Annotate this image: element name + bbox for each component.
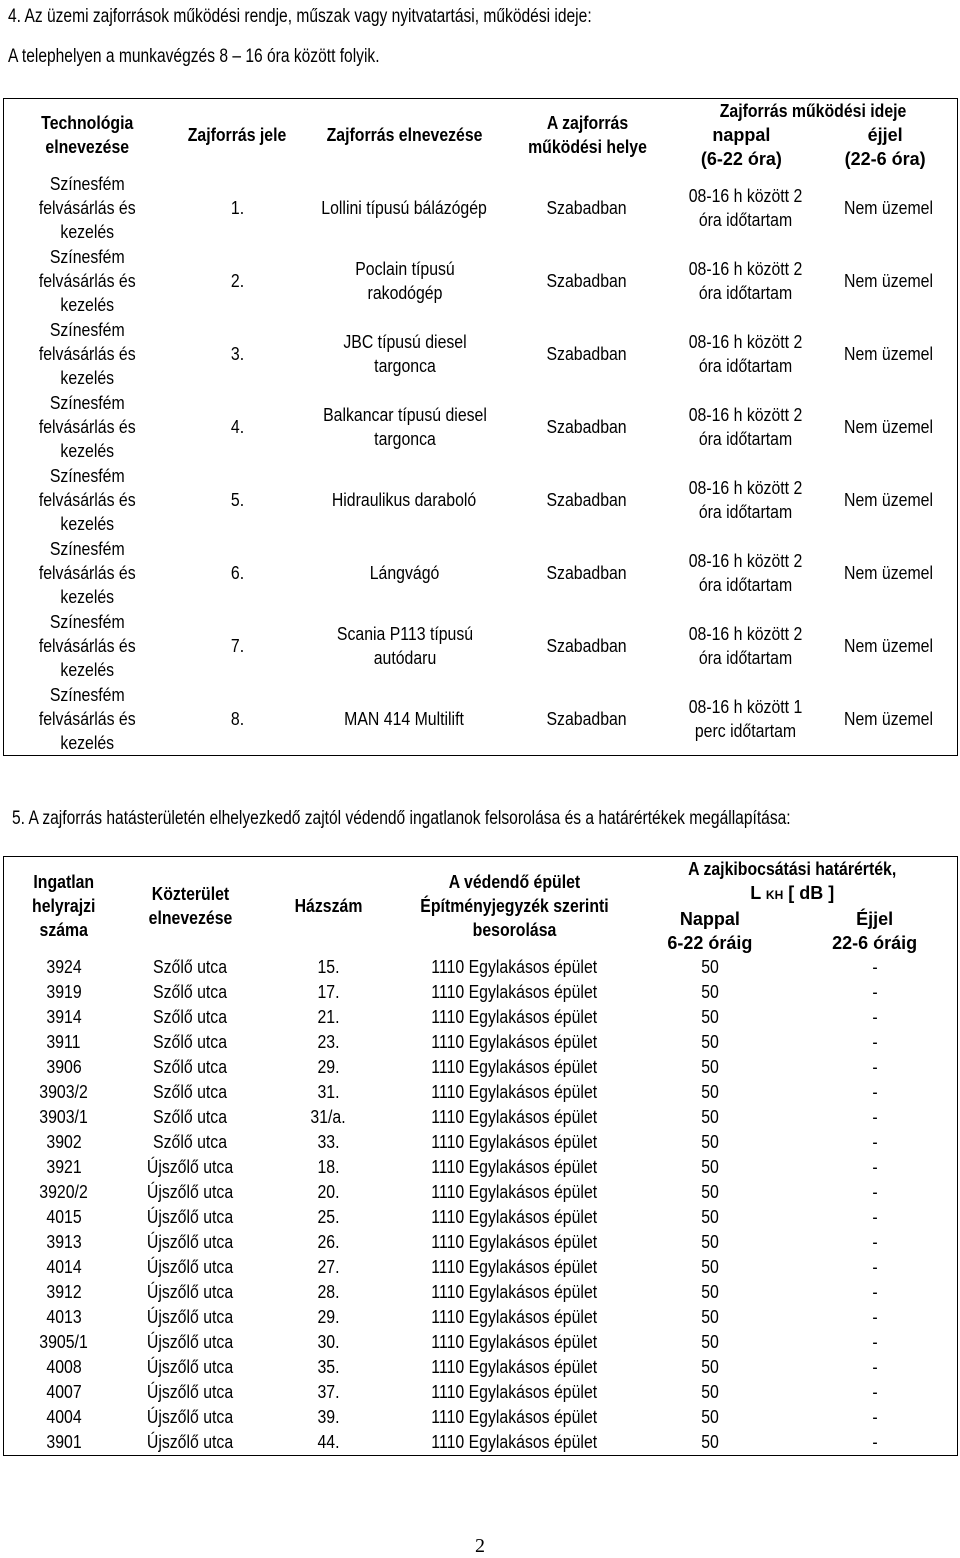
cell-street: Szőlő utca <box>153 1082 227 1102</box>
cell-no: 15. <box>317 957 340 977</box>
cell-no: 31. <box>317 1082 340 1102</box>
property-row <box>4 1380 958 1405</box>
cell-num: 6. <box>230 562 245 583</box>
cell-day: 50 <box>701 1157 719 1177</box>
cell-hrsz: 3913 <box>46 1232 82 1252</box>
cell-no: 31/a. <box>310 1107 347 1127</box>
cell-hrsz: 3903/1 <box>39 1107 88 1127</box>
cell-no: 23. <box>317 1032 340 1052</box>
cell-place: Szabadban <box>546 562 628 583</box>
cell-hrsz: 4007 <box>46 1382 82 1402</box>
cell-night: Nem üzemel <box>844 343 934 364</box>
protected-properties-table <box>3 856 958 1456</box>
cell-day: 08-16 h között 2 óra időtartam <box>688 331 802 376</box>
cell-place: Szabadban <box>546 270 628 291</box>
cell-day: 50 <box>701 1082 719 1102</box>
cell-hrsz: 3911 <box>46 1032 81 1052</box>
cell-no: 33. <box>317 1132 340 1152</box>
cell-no: 18. <box>317 1157 340 1177</box>
cell-night: Nem üzemel <box>844 416 934 437</box>
cell-place: Szabadban <box>546 635 628 656</box>
cell-day: 50 <box>701 1007 719 1027</box>
cell-night: - <box>872 1032 878 1052</box>
cell-tech: Színesfém felvásárlás és kezelés <box>38 392 136 461</box>
cell-no: 39. <box>317 1407 340 1427</box>
cell-night: - <box>872 1332 878 1352</box>
cell-day: 50 <box>701 1132 719 1152</box>
cell-street: Újszőlő utca <box>146 1332 234 1352</box>
property-row <box>4 1255 958 1280</box>
cell-num: 7. <box>230 635 245 656</box>
cell-cat: 1110 Egylakásos épület <box>431 1282 597 1302</box>
cell-no: 21. <box>317 1007 340 1027</box>
cell-night: Nem üzemel <box>844 270 934 291</box>
cell-day: 50 <box>701 1107 719 1127</box>
cell-place: Szabadban <box>546 343 628 364</box>
cell-night: - <box>872 1382 878 1402</box>
cell-street: Újszőlő utca <box>146 1157 234 1177</box>
cell-night: Nem üzemel <box>844 562 934 583</box>
col-name: Zajforrás elnevezése <box>326 125 483 145</box>
cell-night: - <box>872 982 878 1002</box>
cell-night: - <box>872 1157 878 1177</box>
cell-no: 29. <box>317 1307 340 1327</box>
cell-num: 2. <box>230 270 245 291</box>
property-row <box>4 955 958 980</box>
cell-hrsz: 4014 <box>46 1257 82 1277</box>
property-row <box>4 1055 958 1080</box>
col-building: A védendő épület Építményjegyzék szerinti besorolása <box>419 872 609 940</box>
cell-day: 08-16 h között 2 óra időtartam <box>688 550 802 595</box>
cell-day: 50 <box>701 1432 719 1452</box>
cell-street: Újszőlő utca <box>146 1232 234 1252</box>
cell-no: 30. <box>317 1332 340 1352</box>
cell-night: - <box>872 1282 878 1302</box>
cell-tech: Színesfém felvásárlás és kezelés <box>38 246 136 315</box>
cell-day: 50 <box>701 1207 719 1227</box>
cell-num: 3. <box>230 343 245 364</box>
cell-no: 37. <box>317 1382 340 1402</box>
cell-hrsz: 3902 <box>46 1132 82 1152</box>
cell-no: 28. <box>317 1282 340 1302</box>
cell-night: - <box>872 1257 878 1277</box>
property-row <box>4 1305 958 1330</box>
cell-hrsz: 4015 <box>46 1207 82 1227</box>
noise-source-row <box>4 463 958 536</box>
cell-street: Szőlő utca <box>153 1007 227 1027</box>
cell-cat: 1110 Egylakásos épület <box>431 1432 597 1452</box>
cell-night: Nem üzemel <box>844 489 934 510</box>
property-row <box>4 1155 958 1180</box>
cell-hrsz: 3920/2 <box>39 1182 88 1202</box>
noise-source-row <box>4 609 958 682</box>
cell-cat: 1110 Egylakásos épület <box>431 1007 597 1027</box>
cell-street: Újszőlő utca <box>146 1282 234 1302</box>
cell-place: Szabadban <box>546 489 628 510</box>
col-limit: A zajkibocsátási határérték, L KH [ dB ] Nappal 6-22 óráig Éjjel 22-6 óráig <box>667 859 918 953</box>
cell-name: Lollini típusú bálázógép <box>321 197 488 218</box>
cell-day: 50 <box>701 982 719 1002</box>
cell-street: Szőlő utca <box>153 957 227 977</box>
cell-cat: 1110 Egylakásos épület <box>431 1107 597 1127</box>
property-row <box>4 1430 958 1456</box>
cell-name: Lángvágó <box>369 562 440 583</box>
cell-hrsz: 3906 <box>46 1057 82 1077</box>
noise-source-row <box>4 536 958 609</box>
cell-night: Nem üzemel <box>844 197 934 218</box>
property-row <box>4 1405 958 1430</box>
cell-no: 35. <box>317 1357 340 1377</box>
cell-night: Nem üzemel <box>844 635 934 656</box>
cell-cat: 1110 Egylakásos épület <box>431 982 597 1002</box>
property-row <box>4 1180 958 1205</box>
cell-cat: 1110 Egylakásos épület <box>431 1157 597 1177</box>
cell-day: 50 <box>701 1382 719 1402</box>
cell-no: 25. <box>317 1207 340 1227</box>
cell-street: Újszőlő utca <box>146 1432 234 1452</box>
cell-day: 50 <box>701 1332 719 1352</box>
cell-cat: 1110 Egylakásos épület <box>431 1132 597 1152</box>
cell-cat: 1110 Egylakásos épület <box>431 1407 597 1427</box>
cell-cat: 1110 Egylakásos épület <box>431 1032 597 1052</box>
cell-cat: 1110 Egylakásos épület <box>431 1207 597 1227</box>
cell-num: 8. <box>230 708 245 729</box>
cell-hrsz: 4013 <box>46 1307 82 1327</box>
noise-source-row <box>4 317 958 390</box>
cell-tech: Színesfém felvásárlás és kezelés <box>38 538 136 607</box>
section-4-heading: 4. Az üzemi zajforrások működési rendje, műszak vagy nyitvatartási, működési ideje: <box>8 6 592 27</box>
cell-night: - <box>872 1207 878 1227</box>
cell-day: 50 <box>701 1307 719 1327</box>
cell-day: 08-16 h között 2 óra időtartam <box>688 185 802 230</box>
section-5-heading: 5. A zajforrás hatásterületén elhelyezkedő zajtól védendő ingatlanok felsorolása és a határértékek megállapítása: <box>12 808 791 829</box>
cell-night: - <box>872 1132 878 1152</box>
cell-no: 26. <box>317 1232 340 1252</box>
noise-source-row <box>4 682 958 756</box>
cell-day: 50 <box>701 1282 719 1302</box>
cell-cat: 1110 Egylakásos épület <box>431 1257 597 1277</box>
cell-street: Szőlő utca <box>153 1107 227 1127</box>
property-row <box>4 1030 958 1055</box>
property-row <box>4 1330 958 1355</box>
cell-night: - <box>872 957 878 977</box>
work-hours-note: A telephelyen a munkavégzés 8 – 16 óra között folyik. <box>8 46 380 67</box>
cell-hrsz: 3905/1 <box>39 1332 88 1352</box>
cell-day: 50 <box>701 1357 719 1377</box>
cell-cat: 1110 Egylakásos épület <box>431 1232 597 1252</box>
cell-num: 4. <box>230 416 245 437</box>
property-row <box>4 1355 958 1380</box>
cell-night: - <box>872 1307 878 1327</box>
cell-hrsz: 3901 <box>46 1432 82 1452</box>
cell-no: 20. <box>317 1182 340 1202</box>
cell-street: Újszőlő utca <box>146 1182 234 1202</box>
property-row <box>4 1280 958 1305</box>
cell-day: 50 <box>701 957 719 977</box>
cell-place: Szabadban <box>546 708 628 729</box>
noise-source-row <box>4 171 958 244</box>
cell-num: 1. <box>230 197 245 218</box>
cell-hrsz: 3914 <box>46 1007 82 1027</box>
cell-street: Újszőlő utca <box>146 1357 234 1377</box>
cell-name: Scania P113 típusú autódaru <box>336 623 473 668</box>
cell-hrsz: 3924 <box>46 957 82 977</box>
cell-no: 44. <box>317 1432 340 1452</box>
cell-night: - <box>872 1357 878 1377</box>
cell-tech: Színesfém felvásárlás és kezelés <box>38 173 136 242</box>
cell-place: Szabadban <box>546 416 628 437</box>
cell-hrsz: 3912 <box>46 1282 82 1302</box>
cell-cat: 1110 Egylakásos épület <box>431 1057 597 1077</box>
cell-day: 08-16 h között 2 óra időtartam <box>688 404 802 449</box>
cell-street: Újszőlő utca <box>146 1207 234 1227</box>
cell-street: Szőlő utca <box>153 1132 227 1152</box>
cell-cat: 1110 Egylakásos épület <box>431 1382 597 1402</box>
property-row <box>4 980 958 1005</box>
cell-day: 50 <box>701 1182 719 1202</box>
cell-hrsz: 3919 <box>46 982 82 1002</box>
col-parcel: Ingatlan helyrajzi száma <box>32 872 96 940</box>
cell-street: Újszőlő utca <box>146 1382 234 1402</box>
cell-tech: Színesfém felvásárlás és kezelés <box>38 611 136 680</box>
cell-hrsz: 4008 <box>46 1357 82 1377</box>
col-number: Házszám <box>294 896 363 916</box>
cell-day: 08-16 h között 1 perc időtartam <box>688 696 802 741</box>
cell-tech: Színesfém felvásárlás és kezelés <box>38 319 136 388</box>
cell-night: - <box>872 1007 878 1027</box>
cell-night: Nem üzemel <box>844 708 934 729</box>
cell-cat: 1110 Egylakásos épület <box>431 1332 597 1352</box>
cell-day: 50 <box>701 1232 719 1252</box>
property-row <box>4 1080 958 1105</box>
cell-day: 08-16 h között 2 óra időtartam <box>688 623 802 668</box>
noise-source-table <box>3 98 958 756</box>
cell-no: 27. <box>317 1257 340 1277</box>
cell-street: Újszőlő utca <box>146 1307 234 1327</box>
cell-name: Poclain típusú rakodógép <box>354 258 455 303</box>
cell-night: - <box>872 1407 878 1427</box>
cell-street: Szőlő utca <box>153 1032 227 1052</box>
property-row <box>4 1105 958 1130</box>
property-row <box>4 1005 958 1030</box>
cell-no: 17. <box>317 982 340 1002</box>
cell-name: MAN 414 Multilift <box>344 708 465 729</box>
cell-tech: Színesfém felvásárlás és kezelés <box>38 465 136 534</box>
cell-hrsz: 4004 <box>46 1407 82 1427</box>
cell-night: - <box>872 1182 878 1202</box>
cell-no: 29. <box>317 1057 340 1077</box>
cell-tech: Színesfém felvásárlás és kezelés <box>38 684 136 753</box>
property-row <box>4 1130 958 1155</box>
property-row <box>4 1230 958 1255</box>
cell-name: Hidraulikus daraboló <box>332 489 477 510</box>
cell-day: 50 <box>701 1407 719 1427</box>
cell-day: 08-16 h között 2 óra időtartam <box>688 258 802 303</box>
noise-source-row <box>4 390 958 463</box>
cell-cat: 1110 Egylakásos épület <box>431 1357 597 1377</box>
cell-num: 5. <box>230 489 245 510</box>
cell-night: - <box>872 1082 878 1102</box>
cell-cat: 1110 Egylakásos épület <box>431 1082 597 1102</box>
col-location: A zajforrás működési helye <box>527 113 647 157</box>
cell-night: - <box>872 1057 878 1077</box>
cell-street: Szőlő utca <box>153 1057 227 1077</box>
col-operation: Zajforrás működési ideje nappal (6-22 óra) éjjel (22-6 óra) <box>700 101 926 169</box>
cell-name: JBC típusú diesel targonca <box>342 331 467 376</box>
cell-night: - <box>872 1232 878 1252</box>
cell-street: Szőlő utca <box>153 982 227 1002</box>
col-street: Közterület elnevezése <box>148 884 232 928</box>
col-technology: Technológia elnevezése <box>41 113 134 157</box>
page-number: 2 <box>475 1535 485 1557</box>
cell-cat: 1110 Egylakásos épület <box>431 1182 597 1202</box>
cell-night: - <box>872 1432 878 1452</box>
cell-day: 50 <box>701 1257 719 1277</box>
cell-street: Újszőlő utca <box>146 1407 234 1427</box>
cell-hrsz: 3921 <box>46 1157 82 1177</box>
cell-place: Szabadban <box>546 197 628 218</box>
cell-cat: 1110 Egylakásos épület <box>431 1307 597 1327</box>
col-symbol: Zajforrás jele <box>188 125 287 145</box>
cell-street: Újszőlő utca <box>146 1257 234 1277</box>
cell-night: - <box>872 1107 878 1127</box>
cell-hrsz: 3903/2 <box>39 1082 88 1102</box>
property-row <box>4 1205 958 1230</box>
noise-source-row <box>4 244 958 317</box>
cell-cat: 1110 Egylakásos épület <box>431 957 597 977</box>
cell-day: 50 <box>701 1057 719 1077</box>
cell-day: 08-16 h között 2 óra időtartam <box>688 477 802 522</box>
cell-day: 50 <box>701 1032 719 1052</box>
cell-name: Balkancar típusú diesel targonca <box>322 404 487 449</box>
